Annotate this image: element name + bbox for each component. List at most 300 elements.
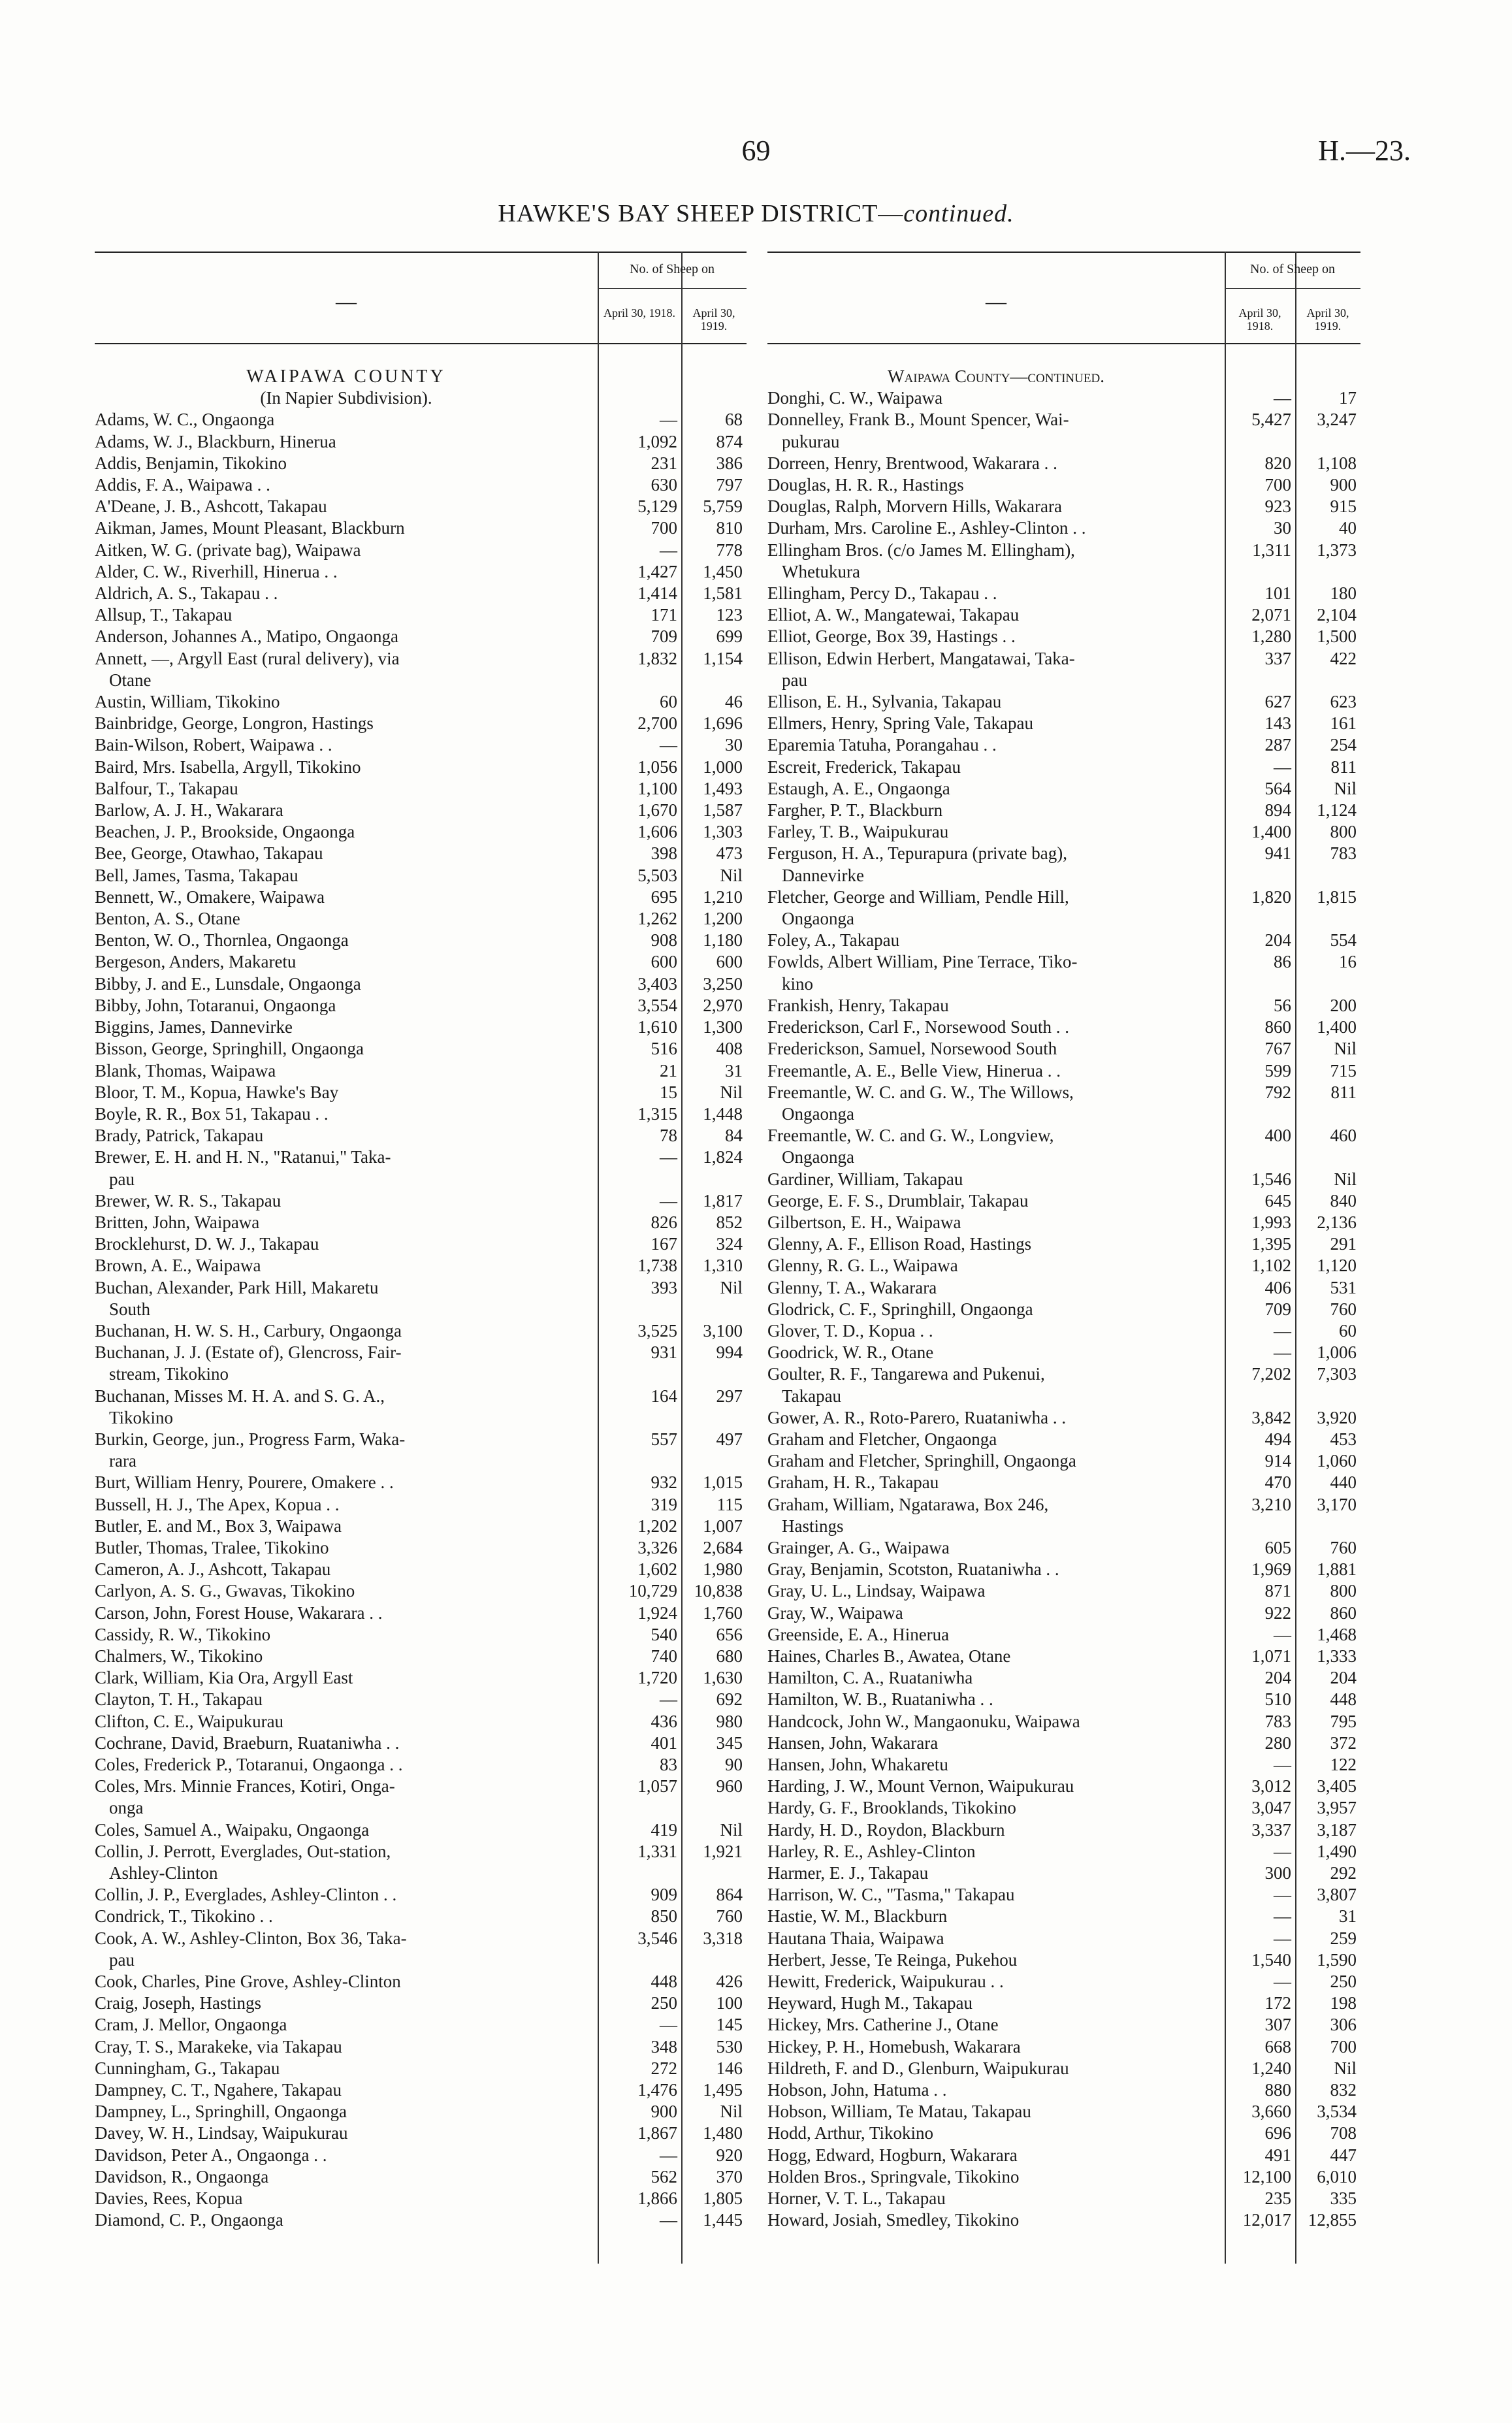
owner-name: Whetukura — [782, 561, 860, 581]
sheep-1919: 497 — [716, 1429, 743, 1449]
owner-entry — [767, 2058, 1360, 2079]
sheep-1919: 46 — [725, 692, 743, 712]
owner-name: Hodd, Arthur, Tikokino — [767, 2123, 933, 2143]
owner-entry — [767, 409, 1360, 431]
sheep-1919: 900 — [1330, 475, 1357, 495]
owner-name: George, E. F. S., Drumblair, Takapau — [767, 1190, 1029, 1211]
sheep-1918: 3,660 — [1251, 2102, 1291, 2122]
owner-name: Freemantle, W. C. and G. W., Longview, — [767, 1126, 1054, 1146]
sheep-1918: 908 — [651, 930, 677, 951]
sheep-1918: 10,729 — [628, 1581, 677, 1601]
owner-name: Butler, E. and M., Box 3, Waipawa — [95, 1516, 342, 1536]
sheep-1919: 16 — [1339, 952, 1357, 972]
sheep-1919 — [1310, 865, 1375, 886]
sheep-1918: — — [1274, 1320, 1291, 1341]
sheep-1918: 900 — [651, 2102, 677, 2122]
sheep-1918: 419 — [651, 1819, 677, 1840]
sheep-1919 — [696, 670, 761, 691]
sheep-1918: 1,280 — [1251, 626, 1291, 647]
sheep-1918: 401 — [651, 1732, 677, 1753]
owner-entry — [767, 1038, 1360, 1060]
owner-name: Ferguson, H. A., Tepurapura (private bag), — [767, 843, 1067, 864]
sheep-1918: 83 — [660, 1755, 677, 1774]
sheep-1918: 850 — [651, 1906, 677, 1927]
owner-entry — [95, 1016, 747, 1038]
owner-entry — [95, 1928, 747, 1949]
sheep-1919: 68 — [725, 410, 743, 430]
owner-name: Bussell, H. J., The Apex, Kopua . . — [95, 1494, 340, 1514]
sheep-1919 — [1295, 366, 1360, 387]
sheep-1919: 840 — [1330, 1190, 1357, 1211]
owner-entry — [95, 1212, 747, 1233]
owner-entry — [95, 1060, 747, 1082]
owner-entry — [95, 431, 747, 453]
sheep-1919: 1,180 — [703, 930, 743, 951]
title-continued: continued. — [903, 200, 1014, 227]
owner-entry — [767, 691, 1360, 713]
sheep-1918: 3,842 — [1251, 1407, 1291, 1427]
owner-entry — [95, 2014, 747, 2036]
owner-name: Bain-Wilson, Robert, Waipawa . . — [95, 735, 332, 755]
owner-name: Bee, George, Otawhao, Takapau — [95, 843, 323, 864]
sheep-1919: 680 — [716, 1646, 743, 1666]
sheep-1918: 307 — [1264, 2015, 1291, 2035]
entry-continuation — [95, 1407, 747, 1429]
owner-name: Coles, Mrs. Minnie Frances, Kotiri, Onga- — [95, 1776, 395, 1797]
owner-name: Bell, James, Tasma, Takapau — [95, 865, 298, 885]
owner-name: pau — [782, 670, 807, 690]
sheep-1919: 2,970 — [703, 995, 743, 1015]
sheep-1919 — [1310, 973, 1375, 995]
page-title — [0, 199, 1512, 228]
owner-name: Eparemia Tatuha, Porangahau . . — [767, 735, 997, 755]
sheep-1918: 740 — [651, 1646, 677, 1666]
owner-entry — [767, 2014, 1360, 2036]
entry-continuation — [767, 865, 1360, 886]
owner-entry — [767, 1689, 1360, 1710]
sheep-1918: 630 — [651, 475, 677, 495]
sheep-1918: 1,610 — [637, 1017, 677, 1037]
name-column-header: — — [336, 289, 357, 313]
sheep-1918: 700 — [1264, 475, 1291, 495]
owner-entry — [95, 1494, 747, 1516]
owner-name: Cassidy, R. W., Tikokino — [95, 1624, 271, 1644]
owner-name: Blank, Thomas, Waipawa — [95, 1060, 276, 1081]
owner-entry — [767, 843, 1360, 864]
sheep-1919: 1,468 — [1317, 1624, 1357, 1644]
sheep-1918: 21 — [660, 1060, 677, 1081]
owner-name: Barlow, A. J. H., Wakarara — [95, 800, 283, 821]
sheep-1919: 3,187 — [1317, 1819, 1357, 1840]
owner-name: Estaugh, A. E., Ongaonga — [767, 778, 950, 798]
entry-continuation — [95, 1169, 747, 1190]
sheep-1918: 143 — [1264, 713, 1291, 734]
sheep-1919 — [681, 387, 747, 409]
owner-entry — [767, 1949, 1360, 1971]
county-heading — [95, 366, 747, 387]
owner-entry — [95, 1732, 747, 1754]
sheep-1919: 1,495 — [703, 2080, 743, 2100]
owner-name: Annett, —, Argyll East (rural delivery), via — [95, 648, 400, 668]
owner-entry — [95, 1516, 747, 1537]
owner-entry — [767, 821, 1360, 843]
sheep-1919: 1,817 — [703, 1190, 743, 1211]
owner-name: Bennett, W., Omakere, Waipawa — [95, 886, 325, 907]
sheep-1919: 306 — [1330, 2015, 1357, 2035]
sheep-1918: 695 — [651, 886, 677, 907]
sheep-1918: 627 — [1264, 692, 1291, 712]
owner-entry — [95, 821, 747, 843]
sheep-1919: 84 — [725, 1126, 743, 1146]
sheep-1918: 470 — [1264, 1472, 1291, 1493]
sheep-1919: 980 — [716, 1711, 743, 1731]
owner-name: Anderson, Johannes A., Matipo, Ongaonga — [95, 626, 398, 647]
sheep-1919: 473 — [716, 843, 743, 864]
sheep-1919: 250 — [1330, 1972, 1357, 1992]
sheep-1919 — [1310, 1386, 1375, 1407]
table-right — [767, 252, 1360, 2264]
sheep-1918: 436 — [651, 1711, 677, 1731]
owner-entry — [95, 2188, 747, 2209]
owner-entry — [95, 713, 747, 734]
owner-name: Holden Bros., Springvale, Tikokino — [767, 2166, 1020, 2187]
sheep-1918 — [1239, 1386, 1310, 1407]
sheep-1918: 826 — [651, 1212, 677, 1232]
sheep-1918: 56 — [1274, 995, 1291, 1015]
sheep-1918: 12,017 — [1242, 2210, 1291, 2230]
owner-entry — [95, 1884, 747, 1906]
sheep-1919: 760 — [1330, 1299, 1357, 1319]
owner-name: Douglas, Ralph, Morvern Hills, Wakarara — [767, 496, 1062, 517]
owner-name: Otane — [109, 670, 152, 690]
owner-name: Collin, J. P., Everglades, Ashley-Clinton . . — [95, 1885, 397, 1905]
sheep-1918: 767 — [1264, 1039, 1291, 1059]
owner-name: Gray, Benjamin, Scotston, Ruataniwha . . — [767, 1559, 1059, 1580]
owner-name: Brewer, E. H. and H. N., "Ratanui," Taka- — [95, 1147, 391, 1167]
sheep-1918: 909 — [651, 1885, 677, 1905]
owner-name: Coles, Samuel A., Waipaku, Ongaonga — [95, 1819, 370, 1840]
sheep-1919: 453 — [1330, 1429, 1357, 1449]
sheep-1918 — [598, 387, 681, 409]
owner-entry — [95, 561, 747, 583]
owner-name: Cameron, A. J., Ashcott, Takapau — [95, 1559, 331, 1580]
owner-entry — [767, 1884, 1360, 1906]
owner-entry — [767, 1342, 1360, 1363]
owner-name: Britten, John, Waipawa — [95, 1212, 260, 1232]
sheep-1919: 1,120 — [1317, 1256, 1357, 1276]
sheep-1919: 1,300 — [703, 1017, 743, 1037]
sheep-1918: 167 — [651, 1234, 677, 1254]
sheep-1919: 345 — [716, 1732, 743, 1753]
owner-name: Dannevirke — [782, 865, 864, 885]
sheep-1918 — [1239, 1103, 1310, 1125]
owner-entry — [767, 1624, 1360, 1646]
owner-name: Buchanan, H. W. S. H., Carbury, Ongaonga — [95, 1320, 402, 1341]
owner-entry — [95, 1602, 747, 1624]
owner-name: Grainger, A. G., Waipawa — [767, 1537, 950, 1557]
sheep-1919: 800 — [1330, 822, 1357, 842]
entry-continuation — [767, 670, 1360, 691]
sheep-1918: 398 — [651, 843, 677, 864]
owner-name: Hamilton, W. B., Ruataniwha . . — [767, 1689, 993, 1710]
owner-entry — [95, 2036, 747, 2058]
sheep-1919: 3,247 — [1317, 410, 1357, 430]
sheep-1919: 1,805 — [703, 2188, 743, 2209]
owner-entry — [95, 2079, 747, 2101]
owner-entry — [767, 1992, 1360, 2014]
owner-name: Glenny, A. F., Ellison Road, Hastings — [767, 1234, 1032, 1254]
owner-name: Davey, W. H., Lindsay, Waipukurau — [95, 2123, 348, 2143]
sheep-1918: 448 — [651, 1972, 677, 1992]
owner-name: Ellmers, Henry, Spring Vale, Takapau — [767, 713, 1034, 734]
title-main: HAWKE'S BAY SHEEP DISTRICT— — [498, 200, 904, 227]
owner-name: Escreit, Frederick, Takapau — [767, 756, 961, 777]
owner-entry — [767, 756, 1360, 778]
sheep-1918 — [1239, 908, 1310, 930]
owner-name: Glenny, T. A., Wakarara — [767, 1277, 937, 1297]
sheep-1918 — [612, 1407, 696, 1429]
entry-continuation — [767, 908, 1360, 930]
owner-name: Hildreth, F. and D., Glenburn, Waipukurau — [767, 2058, 1069, 2078]
owner-entry — [95, 734, 747, 756]
sheep-1918: 932 — [651, 1472, 677, 1493]
name-column-header: — — [986, 289, 1006, 313]
owner-name: Graham and Fletcher, Ongaonga — [767, 1429, 997, 1449]
sheep-1918: 820 — [1264, 453, 1291, 473]
owner-name: Coles, Frederick P., Totaranui, Ongaonga . . — [95, 1755, 403, 1774]
owner-entry — [767, 604, 1360, 626]
owner-name: Buchanan, Misses M. H. A. and S. G. A., — [95, 1386, 385, 1406]
owner-entry — [95, 843, 747, 864]
sheep-1918: — — [660, 1190, 677, 1211]
owner-name: Ellingham Bros. (c/o James M. Ellingham), — [767, 540, 1075, 560]
owner-name: Carson, John, Forest House, Wakarara . . — [95, 1602, 383, 1623]
sheep-1919: 915 — [1330, 496, 1357, 517]
sheep-1918: — — [1274, 1342, 1291, 1363]
sheep-1918: 406 — [1264, 1277, 1291, 1297]
sheep-1918: 1,395 — [1251, 1234, 1291, 1254]
sheep-1919: 800 — [1330, 1581, 1357, 1601]
sheep-1919: 408 — [716, 1039, 743, 1059]
owner-name: Hardy, H. D., Roydon, Blackburn — [767, 1819, 1005, 1840]
sheep-1919: 1,590 — [1317, 1949, 1357, 1970]
owner-entry — [767, 2209, 1360, 2231]
owner-entry — [767, 1797, 1360, 1819]
sheep-1919: 1,210 — [703, 886, 743, 907]
sheep-1919: 860 — [1330, 1602, 1357, 1623]
sheep-1919: 1,373 — [1317, 540, 1357, 560]
owner-name: Hardy, G. F., Brooklands, Tikokino — [767, 1798, 1016, 1818]
sheep-1918: 1,820 — [1251, 886, 1291, 907]
sheep-1918: 3,012 — [1251, 1776, 1291, 1797]
sheep-1919: 2,136 — [1317, 1212, 1357, 1232]
owner-entry — [95, 583, 747, 604]
owner-entry — [767, 583, 1360, 604]
owner-name: Foley, A., Takapau — [767, 930, 900, 951]
sheep-1918: 1,738 — [637, 1256, 677, 1276]
sheep-1918: 348 — [651, 2036, 677, 2057]
sheep-1918: 1,202 — [637, 1516, 677, 1536]
owner-name: onga — [109, 1798, 144, 1818]
sheep-1919: 1,448 — [703, 1103, 743, 1124]
sheep-1918: 400 — [1264, 1126, 1291, 1146]
sheep-1918: 1,240 — [1251, 2058, 1291, 2078]
sheep-1919: 3,100 — [703, 1320, 743, 1341]
sheep-1918 — [612, 1363, 696, 1385]
owner-entry — [767, 2122, 1360, 2144]
sheep-1919: 874 — [716, 431, 743, 451]
owner-entry — [767, 496, 1360, 517]
sheep-1919: 960 — [716, 1776, 743, 1797]
owner-name: Fargher, P. T., Blackburn — [767, 800, 943, 821]
owner-entry — [767, 713, 1360, 734]
owner-name: Ongaonga — [782, 1103, 854, 1124]
sheep-1919 — [696, 1407, 761, 1429]
entry-continuation — [95, 1363, 747, 1385]
sheep-1918: 250 — [651, 1993, 677, 2013]
sheep-1918: 1,993 — [1251, 1212, 1291, 1232]
sheep-1918: 645 — [1264, 1190, 1291, 1211]
sheep-1918: 3,047 — [1251, 1798, 1291, 1818]
owner-name: Frederickson, Samuel, Norsewood South — [767, 1039, 1057, 1059]
sheep-1918: 3,554 — [637, 995, 677, 1015]
sheep-1918: 1,315 — [637, 1103, 677, 1124]
owner-name: Glenny, R. G. L., Waipawa — [767, 1256, 958, 1276]
owner-entry — [767, 2079, 1360, 2101]
sheep-1919: 852 — [716, 1212, 743, 1232]
sheep-1919: 3,170 — [1317, 1494, 1357, 1514]
owner-entry — [767, 1450, 1360, 1472]
owner-name: Adams, W. C., Ongaonga — [95, 410, 275, 430]
owner-name: Bainbridge, George, Longron, Hastings — [95, 713, 374, 734]
owner-list — [767, 366, 1360, 2231]
sheep-1919: 1,587 — [703, 800, 743, 821]
sheep-1918 — [1239, 1516, 1310, 1537]
owner-entry — [95, 1255, 747, 1277]
owner-name: Herbert, Jesse, Te Reinga, Pukehou — [767, 1949, 1018, 1970]
owner-name: Hobson, John, Hatuma . . — [767, 2080, 947, 2100]
owner-name: Brown, A. E., Waipawa — [95, 1256, 261, 1276]
sheep-1918: 562 — [651, 2166, 677, 2187]
sheep-1918: 700 — [651, 518, 677, 538]
owner-entry — [767, 2188, 1360, 2209]
sheep-1918: 78 — [660, 1126, 677, 1146]
sheep-1918: 1,832 — [637, 648, 677, 668]
sheep-1919: 3,807 — [1317, 1885, 1357, 1905]
owner-name: Buchanan, J. J. (Estate of), Glencross, Fair- — [95, 1342, 402, 1363]
sheep-1919: 1,493 — [703, 778, 743, 798]
sheep-1919: 795 — [1330, 1711, 1357, 1731]
sheep-1919: 6,010 — [1317, 2166, 1357, 2187]
owner-entry — [95, 1146, 747, 1168]
owner-name: Greenside, E. A., Hinerua — [767, 1624, 950, 1644]
owner-name: Tikokino — [109, 1407, 174, 1427]
owner-entry — [767, 951, 1360, 973]
sheep-1919 — [1310, 908, 1375, 930]
owner-name: Addis, F. A., Waipawa . . — [95, 475, 270, 495]
owner-name: Hastings — [782, 1516, 844, 1536]
owner-entry — [95, 930, 747, 951]
owner-entry — [95, 1754, 747, 1776]
sheep-1918 — [612, 1949, 696, 1971]
sheep-1919: 3,920 — [1317, 1407, 1357, 1427]
owner-entry — [767, 1559, 1360, 1580]
owner-name: Davidson, R., Ongaonga — [95, 2166, 269, 2187]
header-rule-top — [767, 252, 1360, 253]
owner-name: kino — [782, 973, 814, 994]
owner-name: Cram, J. Mellor, Ongaonga — [95, 2015, 287, 2035]
owner-entry — [95, 1125, 747, 1146]
sheep-1918: 3,546 — [637, 1928, 677, 1948]
owner-entry — [767, 800, 1360, 821]
owner-entry — [767, 387, 1360, 409]
owner-entry — [767, 2166, 1360, 2188]
county-heading — [767, 366, 1360, 387]
owner-entry — [95, 756, 747, 778]
sheep-1919: 778 — [716, 540, 743, 560]
owner-name: Takapau — [782, 1386, 842, 1406]
owner-list — [95, 366, 747, 2231]
sheep-1918: 30 — [1274, 518, 1291, 538]
sheep-1918: — — [1274, 1885, 1291, 1905]
sheep-1919: 1,333 — [1317, 1646, 1357, 1666]
owner-entry — [95, 973, 747, 995]
owner-entry — [767, 626, 1360, 647]
owner-name: Burkin, George, jun., Progress Farm, Waka- — [95, 1429, 406, 1449]
sheep-1918: — — [660, 2145, 677, 2165]
sheep-1919: 920 — [716, 2145, 743, 2165]
owner-entry — [95, 1537, 747, 1559]
header-rule-bottom — [767, 343, 1360, 344]
sheep-1919: 1,445 — [703, 2210, 743, 2230]
owner-entry — [95, 2166, 747, 2188]
sheep-1919: 1,881 — [1317, 1559, 1357, 1580]
owner-entry — [95, 1342, 747, 1363]
sheep-1919: 600 — [716, 952, 743, 972]
owner-name: Butler, Thomas, Tralee, Tikokino — [95, 1537, 329, 1557]
owner-entry — [767, 886, 1360, 908]
sheep-1919: 760 — [716, 1906, 743, 1927]
sheep-1918: — — [1274, 1841, 1291, 1861]
sheep-1918: 510 — [1264, 1689, 1291, 1710]
owner-name: Farley, T. B., Waipukurau — [767, 822, 949, 842]
owner-name: Harley, R. E., Ashley-Clinton — [767, 1841, 976, 1861]
sheep-1918: 3,326 — [637, 1537, 677, 1557]
sheep-1918: 860 — [1264, 1017, 1291, 1037]
sheep-1919 — [1310, 670, 1375, 691]
sheep-1919: 1,480 — [703, 2123, 743, 2143]
sheep-1919: 7,303 — [1317, 1364, 1357, 1384]
owner-name: Harding, J. W., Mount Vernon, Waipukurau — [767, 1776, 1074, 1797]
sheep-1918 — [1239, 561, 1310, 583]
owner-name: Hautana Thaia, Waipawa — [767, 1928, 944, 1948]
sheep-1919 — [1310, 1516, 1375, 1537]
sheep-1919: 324 — [716, 1234, 743, 1254]
owner-name: Ongaonga — [782, 909, 854, 929]
owner-entry — [767, 1277, 1360, 1299]
sheep-1918: — — [1274, 1972, 1291, 1992]
sheep-1918: 880 — [1264, 2080, 1291, 2100]
owner-entry — [95, 2145, 747, 2166]
owner-name: Hogg, Edward, Hogburn, Wakarara — [767, 2145, 1018, 2165]
owner-entry — [95, 474, 747, 496]
owner-entry — [767, 1537, 1360, 1559]
owner-entry — [95, 1992, 747, 2014]
owner-name: Hickey, P. H., Homebush, Wakarara — [767, 2036, 1021, 2057]
sheep-1918: 1,670 — [637, 800, 677, 821]
sheep-1919: 715 — [1330, 1060, 1357, 1081]
owner-entry — [767, 1494, 1360, 1516]
